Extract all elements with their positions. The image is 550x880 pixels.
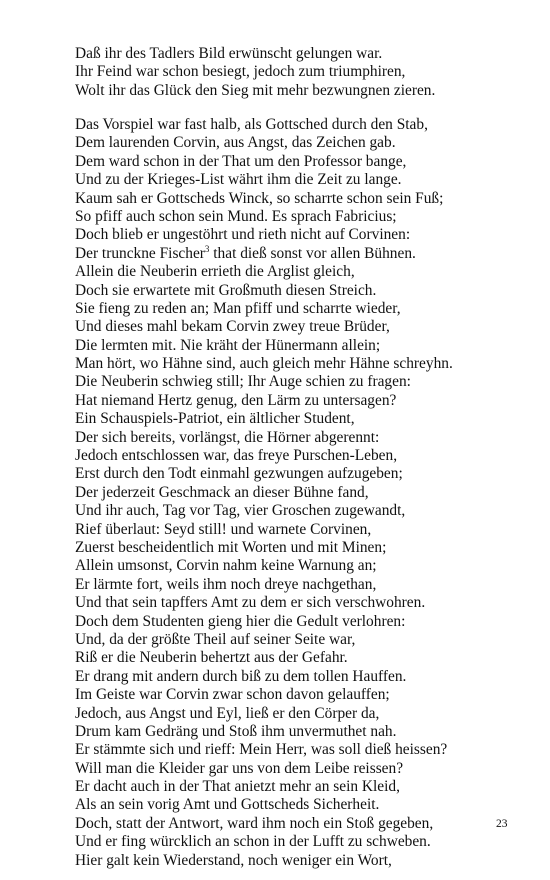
verse-line <box>75 410 453 428</box>
verse-text-continued: that dieß sonst vor allen Bühnen. <box>209 244 416 262</box>
verse-text: Dem laurenden Corvin, aus Angst, das Zeichen gab. <box>75 134 396 152</box>
verse-line <box>75 796 453 814</box>
verse-line <box>75 190 453 208</box>
verse-line <box>75 300 453 318</box>
verse-line <box>75 208 453 226</box>
verse-text: Und er fing würcklich an schon in der Lufft zu schweben. <box>75 833 431 851</box>
verse-line <box>75 686 453 704</box>
verse-line: Ihr Feind war schon besiegt, jedoch zum triumphiren, <box>75 63 406 81</box>
verse-text: Der jederzeit Geschmack an dieser Bühne fand, <box>75 483 369 501</box>
stanza-2 <box>75 116 453 870</box>
verse-line <box>75 594 453 612</box>
stanza-1 <box>75 45 435 100</box>
verse-line <box>75 116 453 134</box>
verse-text: Und zu der Krieges-List währt ihm die Zeit zu lange. <box>75 171 402 189</box>
verse-line <box>75 318 453 336</box>
verse-text: Und, da der größte Theil auf seiner Seite war, <box>75 630 356 648</box>
verse-line <box>75 521 453 539</box>
verse-line <box>75 373 453 391</box>
verse-line <box>75 557 453 575</box>
verse-line <box>75 392 453 410</box>
verse-line <box>75 723 453 741</box>
verse-text: Hat niemand Hertz genug, den Lärm zu untersagen? <box>75 391 397 409</box>
verse-text: Sie fieng zu reden an; Man pfiff und scharrte wieder, <box>75 299 401 317</box>
verse-line <box>75 631 453 649</box>
verse-text: Jedoch entschlossen war, das freye Purschen-Leben, <box>75 447 398 465</box>
verse-text: Man hört, wo Hähne sind, auch gleich mehr Hähne schreyhn. <box>75 355 453 373</box>
verse-line <box>75 815 453 833</box>
verse-line <box>75 429 453 447</box>
verse-line <box>75 337 453 355</box>
verse-text: Will man die Kleider gar uns von dem Leibe reissen? <box>75 759 404 777</box>
verse-text: Und dieses mahl bekam Corvin zwey treue Brüder, <box>75 318 390 336</box>
verse-line <box>75 465 453 483</box>
verse-text: Als an sein vorig Amt und Gottscheds Sicherheit. <box>75 796 380 814</box>
verse-text: Rief überlaut: Seyd still! und warnete Corvinen, <box>75 520 372 538</box>
verse-text: Riß er die Neuberin behertzt aus der Gefahr. <box>75 649 348 667</box>
verse-text: So pfiff auch schon sein Mund. Es sprach Fabricius; <box>75 207 397 225</box>
verse-text: Kaum sah er Gottscheds Winck, so scharrte schon sein Fuß; <box>75 189 444 207</box>
verse-text: Erst durch den Todt einmahl gezwungen aufzugeben; <box>75 465 403 483</box>
verse-line <box>75 355 453 373</box>
verse-line <box>75 576 453 594</box>
verse-text: Doch dem Studenten gieng hier die Gedult verlohren: <box>75 612 406 630</box>
verse-text: Er stämmte sich und rieff: Mein Herr, was soll dieß heissen? <box>75 741 448 759</box>
verse-line <box>75 778 453 796</box>
verse-text: Der sich bereits, vorlängst, die Hörner abgerennt: <box>75 428 380 446</box>
verse-text: Allein die Neuberin errieth die Arglist gleich, <box>75 263 355 281</box>
verse-text: Doch sie erwartete mit Großmuth diesen Streich. <box>75 281 377 299</box>
page-number: 23 <box>496 818 508 830</box>
verse-text: Und that sein tapffers Amt zu dem er sich verschwohren. <box>75 594 426 612</box>
verse-line <box>75 668 453 686</box>
verse-text: Doch blieb er ungestöhrt und rieth nicht auf Corvinen: <box>75 226 411 244</box>
verse-text: Drum kam Gedräng und Stoß ihm unvermuthet nah. <box>75 722 397 740</box>
verse-text: Er lärmte fort, weils ihm noch dreye nachgethan, <box>75 575 377 593</box>
verse-text: Zuerst bescheidentlich mit Worten und mit Minen; <box>75 538 387 556</box>
verse-text: Ein Schauspiels-Patriot, ein ältlicher Student, <box>75 410 355 428</box>
verse-text: Und ihr auch, Tag vor Tag, vier Groschen zugewandt, <box>75 502 406 520</box>
verse-line <box>75 852 453 870</box>
verse-text: Der trunckne Fischer <box>75 244 205 262</box>
verse-text: Er drang mit andern durch biß zu dem tollen Hauffen. <box>75 667 407 685</box>
verse-text: Jedoch, aus Angst und Eyl, ließ er den Cörper da, <box>75 704 380 722</box>
verse-line <box>75 171 453 189</box>
verse-text: Hier galt kein Wiederstand, noch weniger ein Wort, <box>75 851 392 869</box>
verse-line <box>75 705 453 723</box>
verse-line <box>75 741 453 759</box>
verse-text: Doch, statt der Antwort, ward ihm noch ein Stoß gegeben, <box>75 814 434 832</box>
verse-text: Das Vorspiel war fast halb, als Gottsched durch den Stab, <box>75 116 428 133</box>
verse-line <box>75 153 453 171</box>
verse-line <box>75 539 453 557</box>
verse-line <box>75 502 453 520</box>
verse-line: Wolt ihr das Glück den Sieg mit mehr bezwungnen zieren. <box>75 81 436 99</box>
verse-text: Im Geiste war Corvin zwar schon davon gelauffen; <box>75 686 390 704</box>
verse-text: Allein umsonst, Corvin nahm keine Warnung an; <box>75 557 377 575</box>
verse-text: Die Neuberin schwieg still; Ihr Auge schien zu fragen: <box>75 373 411 391</box>
verse-line: Daß ihr des Tadlers Bild erwünscht gelungen war. <box>75 45 383 62</box>
verse-line <box>75 226 453 244</box>
verse-line <box>75 263 453 281</box>
verse-line <box>75 282 453 300</box>
verse-line <box>75 613 453 631</box>
verse-line <box>75 484 453 502</box>
verse-line <box>75 245 453 263</box>
verse-line <box>75 760 453 778</box>
verse-line <box>75 134 453 152</box>
verse-line <box>75 833 453 851</box>
verse-text: Dem ward schon in der That um den Professor bange, <box>75 152 407 170</box>
footnote-marker: 3 <box>204 243 210 254</box>
verse-line <box>75 649 453 667</box>
verse-text: Die lermten mit. Nie kräht der Hünermann allein; <box>75 336 381 354</box>
verse-line <box>75 447 453 465</box>
verse-text: Er dacht auch in der That anietzt mehr an sein Kleid, <box>75 778 400 796</box>
